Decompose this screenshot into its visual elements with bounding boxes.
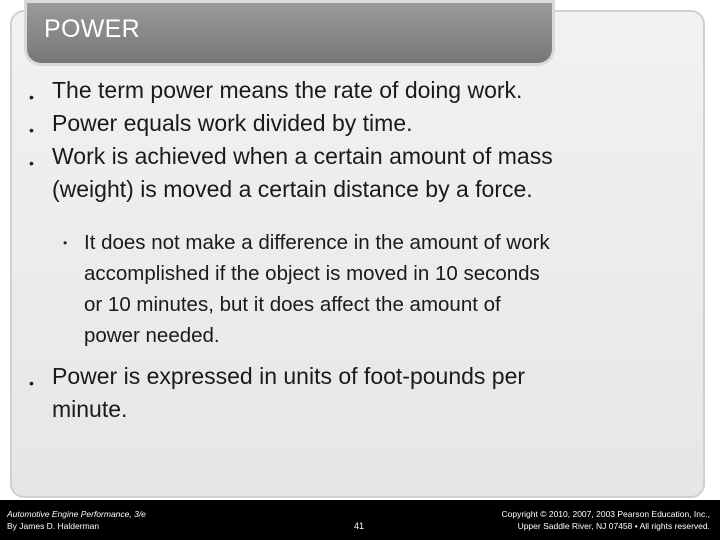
slide-title: POWER: [44, 15, 140, 43]
sub-bullet-line-1: It does not make a difference in the amount of work: [84, 231, 550, 254]
bullet-2-line-1: Power equals work divided by time.: [52, 110, 413, 136]
bullet-4-line-1: Power is expressed in units of foot-pounds per: [52, 363, 526, 389]
bullet-marker: •: [29, 375, 34, 391]
copyright-line-1: Copyright © 2010, 2007, 2003 Pearson Education, Inc.,: [501, 509, 710, 519]
slide-footer: [0, 500, 720, 540]
sub-bullet-line-2: accomplished if the object is moved in 10 seconds: [84, 262, 540, 285]
bullet-3-line-1: Work is achieved when a certain amount of mass: [52, 143, 553, 169]
sub-bullet-line-4: power needed.: [84, 324, 220, 347]
footer-book-info: [7, 508, 146, 532]
copyright-line-2: Upper Saddle River, NJ 07458 • All rights reserved.: [517, 521, 710, 531]
footer-copyright: [501, 508, 710, 532]
bullet-1-line-1: The term power means the rate of doing work.: [52, 77, 523, 103]
footer-author: By James D. Halderman: [7, 521, 100, 531]
bullet-marker: •: [29, 122, 34, 138]
bullet-marker: •: [29, 89, 34, 105]
bullet-3-line-2: (weight) is moved a certain distance by a force.: [52, 176, 533, 202]
bullet-marker: •: [29, 155, 34, 171]
page-number: 41: [354, 521, 365, 531]
sub-bullet-marker: •: [63, 236, 68, 250]
bullet-4-line-2: minute.: [52, 396, 128, 422]
footer-book-title: Automotive Engine Performance, 3/e: [7, 509, 146, 519]
sub-bullet-line-3: or 10 minutes, but it does affect the amount of: [84, 293, 501, 316]
